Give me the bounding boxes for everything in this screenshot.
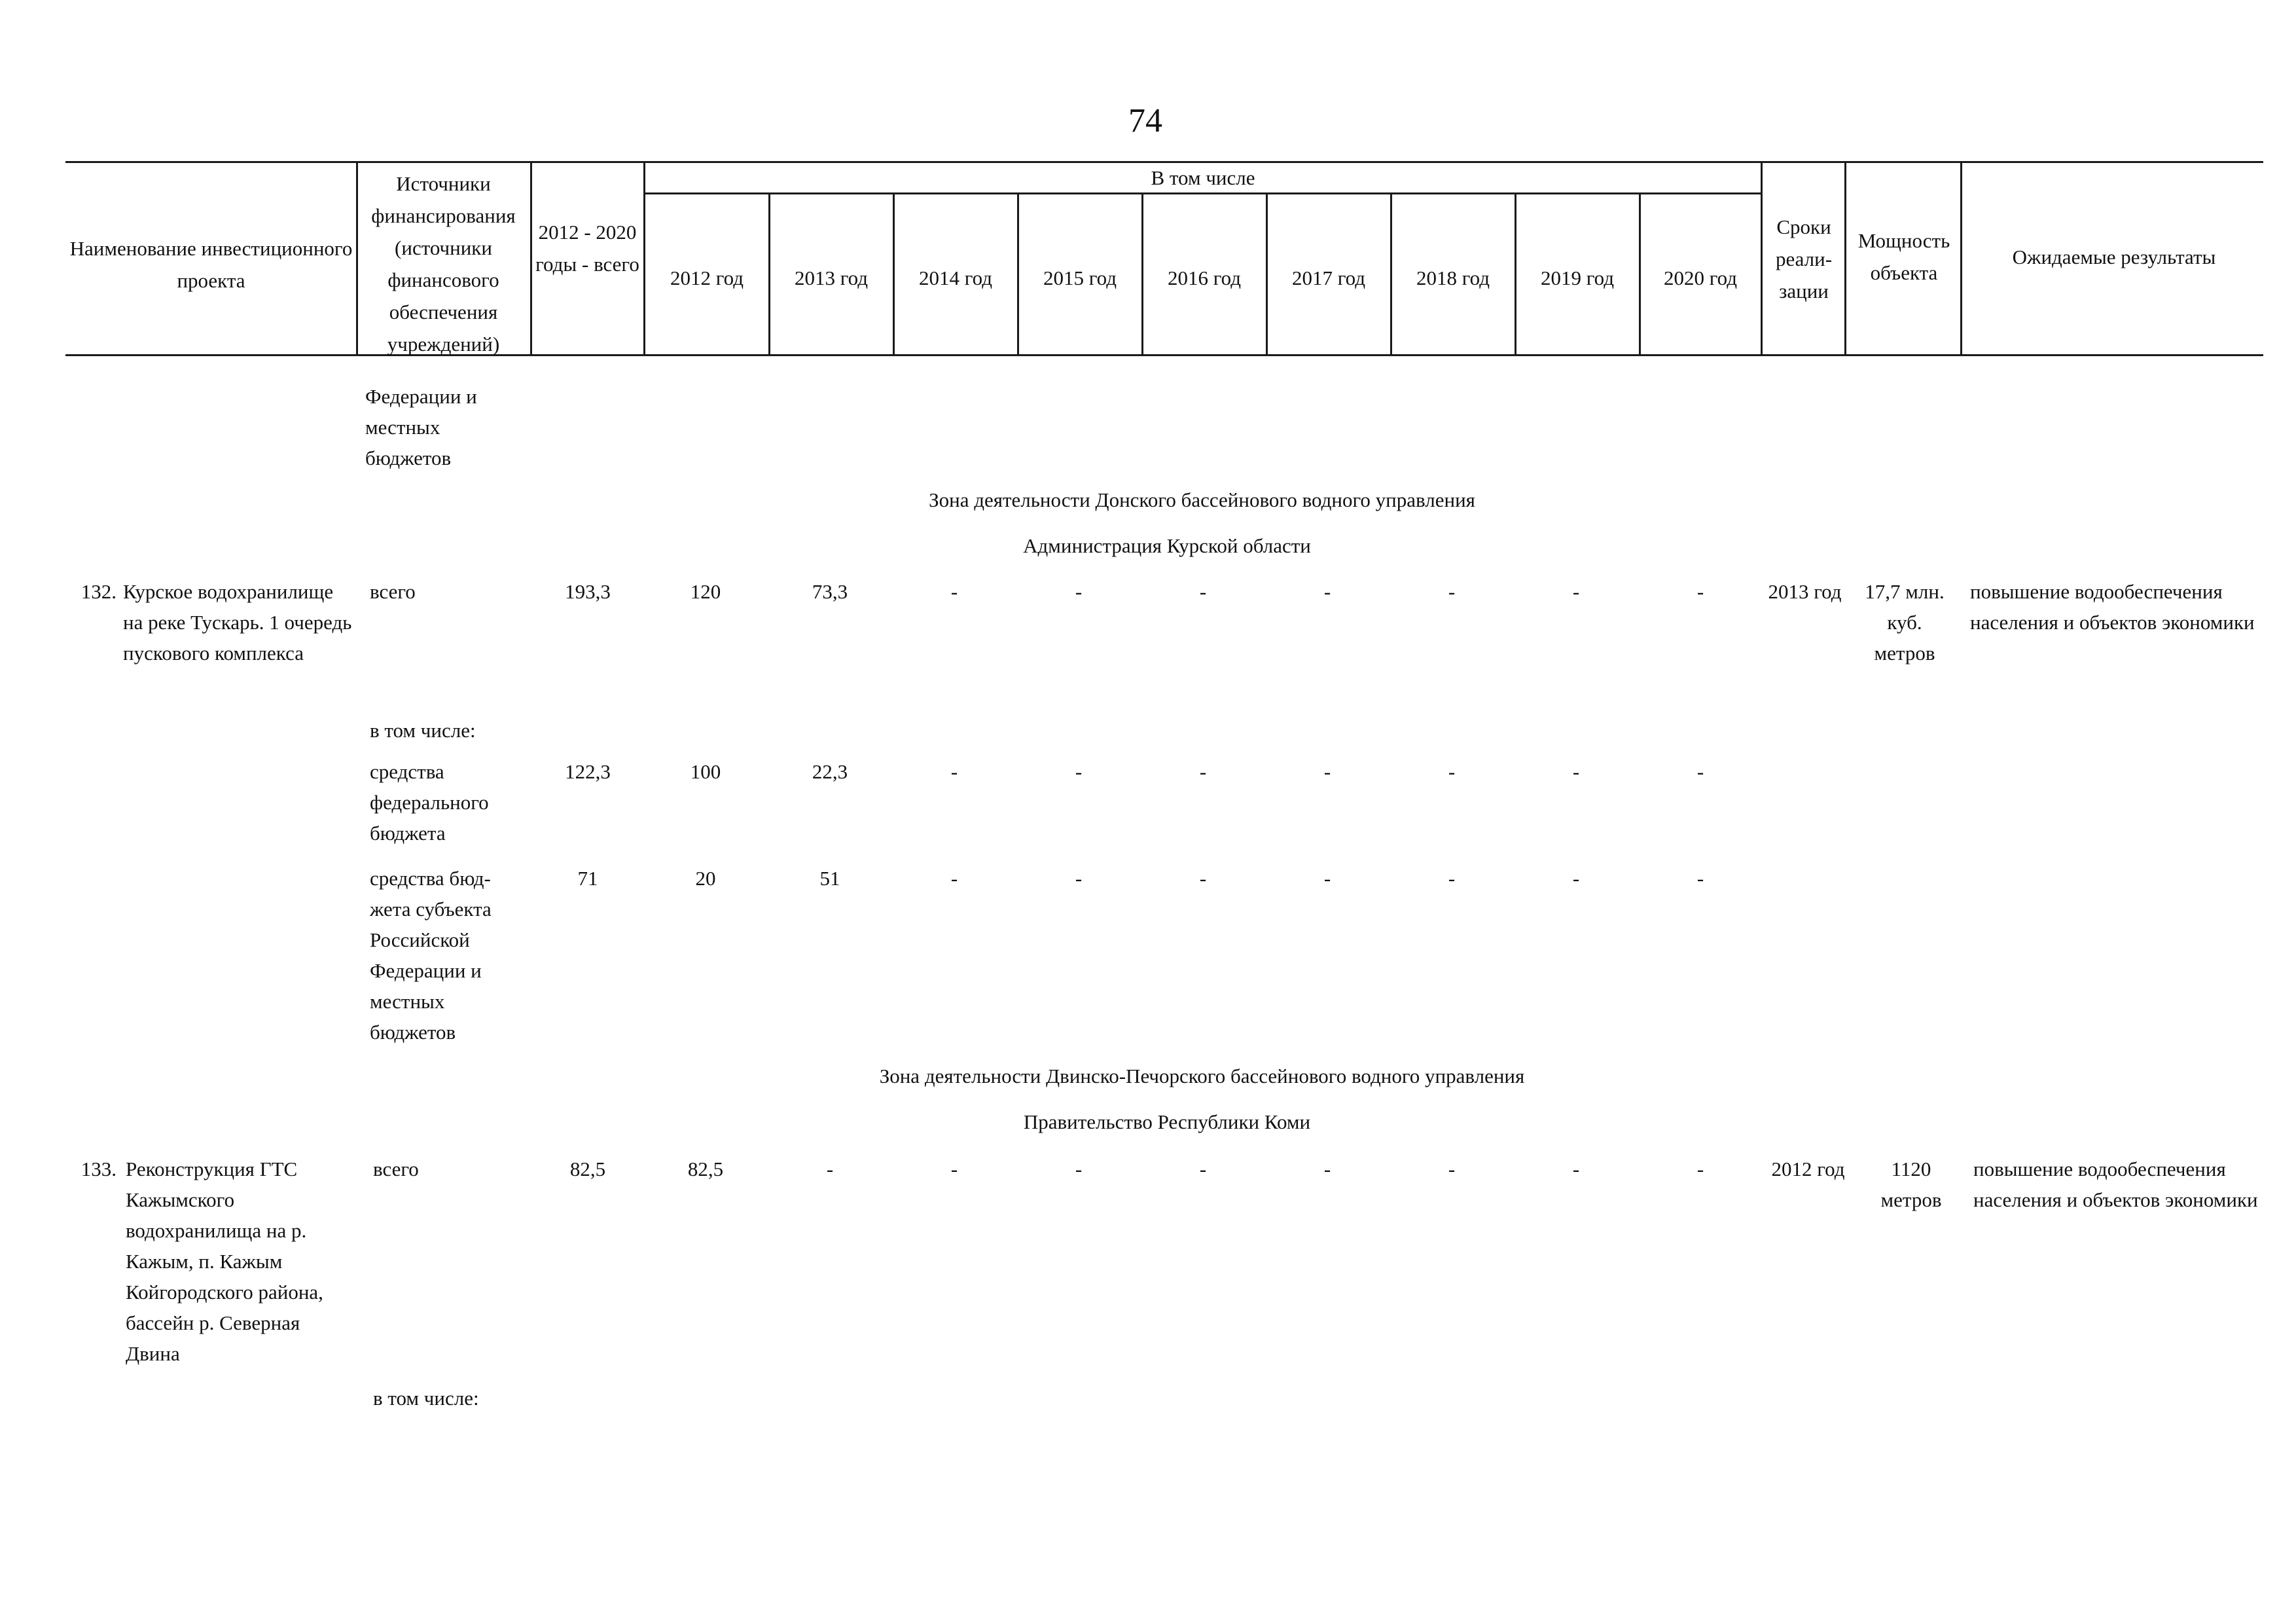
project-capacity: 1120 метров	[1880, 1158, 1942, 1211]
col-divider	[1515, 192, 1516, 356]
project-capacity: 17,7 млн. куб. метров	[1865, 580, 1945, 665]
including-label: в том числе:	[370, 719, 476, 742]
header-including: В том числе	[1151, 166, 1255, 189]
y2019-value: -	[1572, 760, 1580, 783]
y2016-value: -	[1199, 867, 1207, 890]
y2016-value: -	[1199, 760, 1207, 783]
y2016-value: -	[1199, 1158, 1207, 1180]
y2018-value: -	[1448, 867, 1456, 890]
y2017-value: -	[1323, 1158, 1331, 1180]
authority-heading: Правительство Республики Коми	[1023, 1110, 1311, 1133]
project-result: повышение водообеспечения населения и объектов экономики	[1973, 1158, 2258, 1211]
header-year-2013: 2013 год	[794, 266, 869, 289]
col-divider	[1141, 192, 1143, 356]
y2014-value: -	[950, 1158, 958, 1180]
header-year-2015: 2015 год	[1043, 266, 1117, 289]
project-term: 2013 год	[1768, 580, 1842, 603]
y2014-value: -	[950, 580, 958, 603]
header-capacity: Мощность объекта	[1857, 229, 1950, 284]
col-divider	[1639, 192, 1641, 356]
y2013-value: 22,3	[812, 760, 848, 783]
col-divider	[1844, 161, 1846, 356]
y2019-value: -	[1572, 867, 1580, 890]
y2020-value: -	[1696, 1158, 1704, 1180]
header-year-2018: 2018 год	[1416, 266, 1490, 289]
source-label: средства федерального бюджета	[370, 760, 489, 845]
including-label: в том числе:	[373, 1387, 479, 1410]
col-divider	[1266, 192, 1268, 356]
authority-heading: Администрация Курской области	[1023, 534, 1311, 557]
zone-heading: Зона деятельности Двинско-Печорского бассейнового водного управления	[879, 1065, 1525, 1087]
y2012-value: 100	[690, 760, 721, 783]
header-year-2017: 2017 год	[1291, 266, 1366, 289]
project-name: Курское водохранилище на реке Тускарь. 1 очередь пускового комплекса	[123, 580, 352, 665]
project-number: 132.	[81, 580, 117, 603]
total-value: 82,5	[569, 1158, 606, 1180]
col-divider	[1017, 192, 1019, 356]
total-value: 122,3	[565, 760, 611, 783]
header-total: 2012 - 2020 годы - всего	[535, 221, 639, 276]
y2018-value: -	[1448, 1158, 1456, 1180]
y2014-value: -	[950, 760, 958, 783]
header-year-2016: 2016 год	[1167, 266, 1242, 289]
y2017-value: -	[1323, 760, 1331, 783]
y2018-value: -	[1448, 760, 1456, 783]
header-name: Наименование инвестиционного проекта	[69, 237, 353, 292]
project-name: Реконструкция ГТС Кажымского водохранилища на р. Кажым, п. Кажым Койгородского района, бассейн р. Северная Двина	[126, 1158, 323, 1365]
project-number: 133.	[81, 1158, 117, 1180]
y2017-value: -	[1323, 580, 1331, 603]
header-results: Ожидаемые результаты	[2012, 246, 2216, 268]
total-value: 193,3	[565, 580, 611, 603]
total-value: 71	[577, 867, 598, 890]
header-year-2012: 2012 год	[670, 266, 744, 289]
y2013-value: -	[826, 1158, 834, 1180]
col-divider	[1390, 192, 1392, 356]
col-divider	[1960, 161, 1962, 356]
col-divider	[893, 192, 895, 356]
y2014-value: -	[950, 867, 958, 890]
source-label: всего	[373, 1158, 419, 1180]
y2015-value: -	[1075, 1158, 1083, 1180]
y2020-value: -	[1696, 760, 1704, 783]
project-result: повышение водообеспечения населения и объектов экономики	[1970, 580, 2255, 634]
source-label: средства бюд- жета субъекта Российской Федерации и местных бюджетов	[370, 867, 492, 1044]
col-divider	[643, 161, 645, 356]
col-divider	[1761, 161, 1763, 356]
zone-heading: Зона деятельности Донского бассейнового водного управления	[929, 488, 1475, 511]
project-term: 2012 год	[1771, 1158, 1845, 1180]
y2020-value: -	[1696, 867, 1704, 890]
y2017-value: -	[1323, 867, 1331, 890]
header-terms: Сроки реали- зации	[1775, 215, 1833, 302]
header-top-rule	[65, 161, 2263, 163]
y2013-value: 73,3	[812, 580, 848, 603]
header-year-2014: 2014 год	[918, 266, 993, 289]
header-year-2020: 2020 год	[1663, 266, 1738, 289]
y2012-value: 82,5	[687, 1158, 724, 1180]
header-year-2019: 2019 год	[1540, 266, 1615, 289]
y2019-value: -	[1572, 1158, 1580, 1180]
col-divider	[356, 161, 358, 356]
y2020-value: -	[1696, 580, 1704, 603]
y2019-value: -	[1572, 580, 1580, 603]
col-divider	[530, 161, 532, 356]
header-sources: Источники финансирования (источники финансового обеспечения учреждений)	[371, 172, 516, 356]
y2015-value: -	[1075, 580, 1083, 603]
y2013-value: 51	[819, 867, 840, 890]
y2015-value: -	[1075, 867, 1083, 890]
carryover-source: Федерации и местных бюджетов	[365, 385, 477, 469]
y2012-value: 120	[690, 580, 721, 603]
y2016-value: -	[1199, 580, 1207, 603]
y2018-value: -	[1448, 580, 1456, 603]
source-label: всего	[370, 580, 416, 603]
col-divider	[768, 192, 770, 356]
years-group-rule	[643, 192, 1761, 194]
page-number: 74	[1128, 102, 1162, 139]
y2012-value: 20	[695, 867, 716, 890]
y2015-value: -	[1075, 760, 1083, 783]
